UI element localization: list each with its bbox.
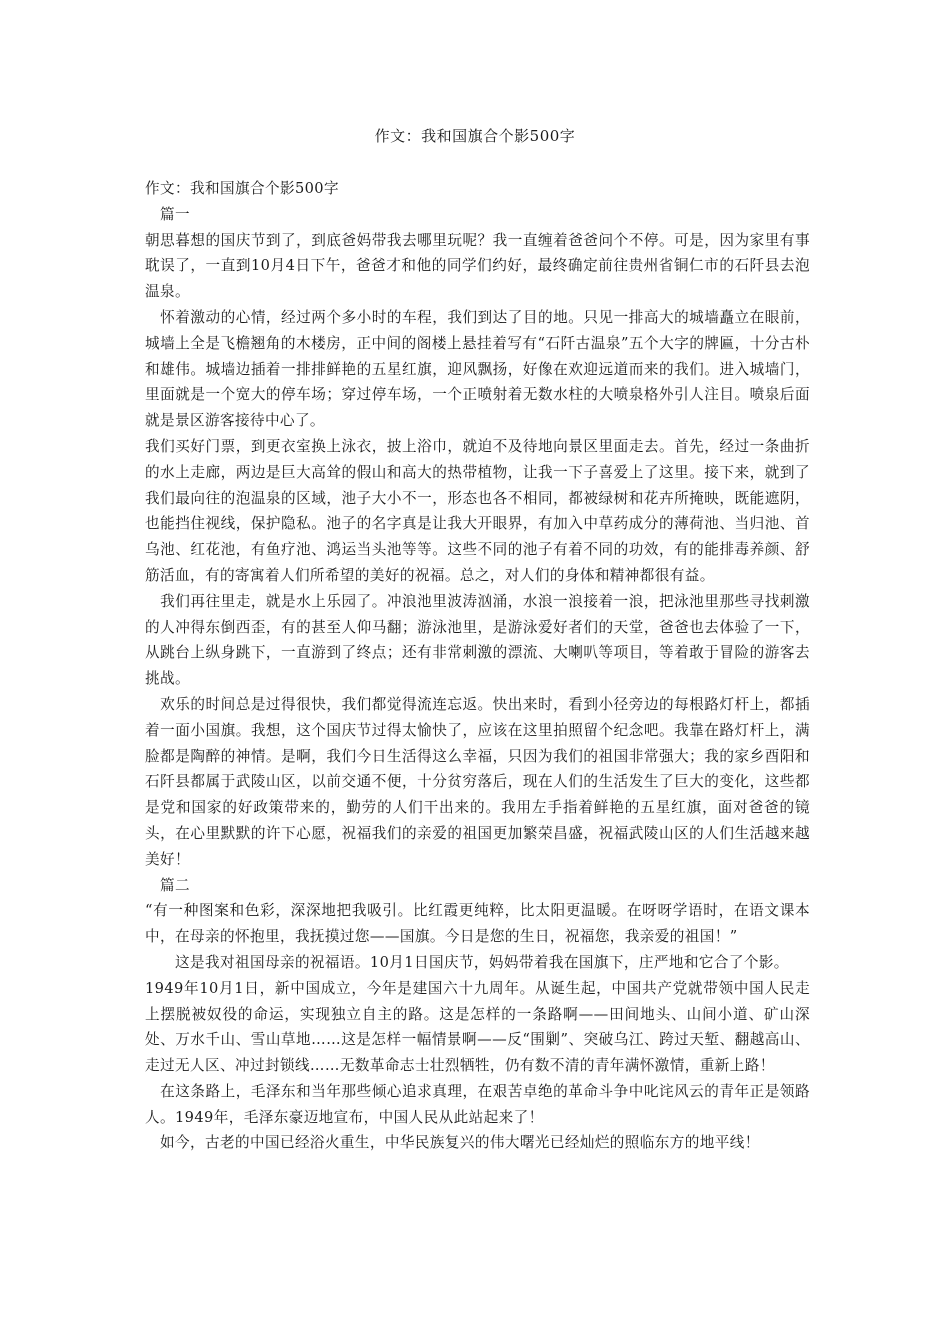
section-two-label: 篇二: [160, 876, 190, 894]
paragraph: 朝思暮想的国庆节到了，到底爸妈带我去哪里玩呢？我一直缠着爸爸问个不停。可是，因为家里有事耽误了，一直到10月4日下午，爸爸才和他的同学们约好，最终确定前往贵州省铜仁市的石阡县去泡温泉。: [145, 231, 810, 301]
paragraph: 我们再往里走，就是水上乐园了。冲浪池里波涛汹涌，水浪一浪接着一浪，把泳池里那些寻找刺激的人冲得东倒西歪，有的甚至人仰马翻；游泳池里，是游泳爱好者们的天堂，爸爸也去体验了一下，从跳台上纵身跳下，一直游到了终点；还有非常刺激的漂流、大喇叭等项目，等着敢于冒险的游客去挑战。: [145, 592, 810, 688]
paragraph: 欢乐的时间总是过得很快，我们都觉得流连忘返。快出来时，看到小径旁边的每根路灯杆上，都插着一面小国旗。我想，这个国庆节过得太愉快了，应该在这里拍照留个纪念吧。我靠在路灯杆上，满脸都是陶醉的神情。是啊，我们今日生活得这么幸福，只因为我们的祖国非常强大；我的家乡酉阳和石阡县都属于武陵山区，以前交通不便，十分贫穷落后，现在人们的生活发生了巨大的变化，这些都是党和国家的好政策带来的，勤劳的人们干出来的。我用左手指着鲜艳的五星红旗，面对爸爸的镜头，在心里默默的许下心愿，祝福我们的亲爱的祖国更加繁荣昌盛，祝福武陵山区的人们生活越来越美好！: [145, 695, 810, 868]
paragraph: 1949年10月1日，新中国成立，今年是建国六十九周年。从诞生起，中国共产党就带领中国人民走上摆脱被奴役的命运，实现独立自主的路。这是怎样的一条路啊——田间地头、山间小道、矿山深处、万水千山、雪山草地……这是怎样一幅情景啊——反“围剿”、突破乌江、跨过天堑、翻越高山、走过无人区、冲过封锁线……无数革命志士壮烈牺牲，仍有数不清的青年满怀激情，重新上路！: [145, 979, 810, 1075]
paragraph: 怀着激动的心情，经过两个多小时的车程，我们到达了目的地。只见一排高大的城墙矗立在眼前，城墙上全是飞檐翘角的木楼房，正中间的阁楼上悬挂着写有“石阡古温泉”五个大字的牌匾，十分古朴和雄伟。城墙边插着一排排鲜艳的五星红旗，迎风飘扬，好像在欢迎远道而来的我们。进入城墙门，里面就是一个宽大的停车场；穿过停车场，一个正喷射着无数水柱的大喷泉格外引人注目。喷泉后面就是景区游客接待中心了。: [145, 308, 810, 430]
paragraph: 这是我对祖国母亲的祝福语。10月1日国庆节，妈妈带着我在国旗下，庄严地和它合了个影。: [145, 953, 789, 971]
document-body: [145, 176, 810, 1156]
paragraph: 在这条路上，毛泽东和当年那些倾心追求真理，在艰苦卓绝的革命斗争中叱诧风云的青年正是领路人。1949年，毛泽东豪迈地宣布，中国人民从此站起来了！: [145, 1082, 810, 1126]
paragraph: 我们买好门票，到更衣室换上泳衣，披上浴巾，就迫不及待地向景区里面走去。首先，经过一条曲折的水上走廊，两边是巨大高耸的假山和高大的热带植物，让我一下子喜爱上了这里。接下来，就到了我们最向往的泡温泉的区域，池子大小不一，形态也各不相同，都被绿树和花卉所掩映，既能遮阴，也能挡住视线，保护隐私。池子的名字真是让我大开眼界，有加入中草药成分的薄荷池、当归池、首乌池、红花池，有鱼疗池、鸿运当头池等等。这些不同的池子有着不同的功效，有的能排毒养颜、舒筋活血，有的寄寓着人们所希望的美好的祝福。总之，对人们的身体和精神都很有益。: [145, 437, 810, 584]
paragraph: 如今，古老的中国已经浴火重生，中华民族复兴的伟大曙光已经灿烂的照临东方的地平线！: [145, 1134, 760, 1152]
essay-heading: 作文：我和国旗合个影500字: [145, 180, 339, 197]
paragraph: “有一种图案和色彩，深深地把我吸引。比红霞更纯粹，比太阳更温暖。在呀呀学语时，在语文课本中，在母亲的怀抱里，我抚摸过您——国旗。今日是您的生日，祝福您，我亲爱的祖国！”: [145, 902, 810, 946]
document-title: 作文：我和国旗合个影500字: [374, 127, 576, 145]
section-one-label: 篇一: [160, 205, 190, 223]
